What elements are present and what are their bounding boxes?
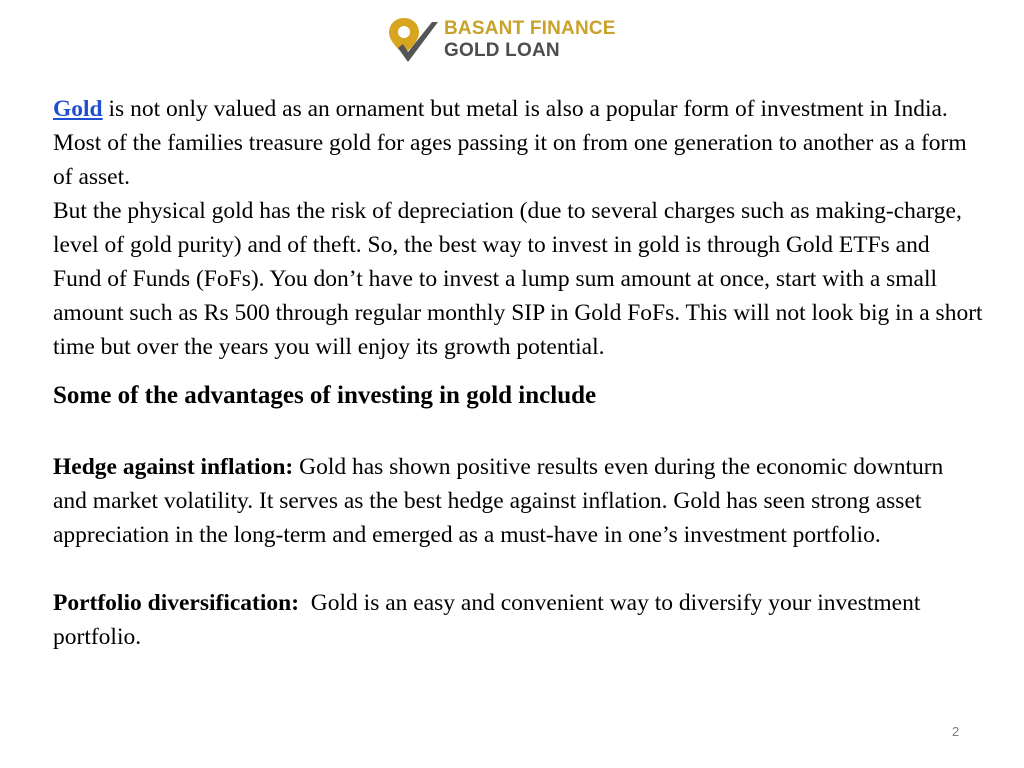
advantage-text: Gold has shown positive results even during the economic downturn and market volatility. It serves as the best hedge against inflation. Gold has seen strong asset appreciation in the long-term and emerged as a must-have in one’s investment portfolio.: [53, 454, 944, 548]
spacer: [53, 416, 983, 450]
advantage-text: Gold is an easy and convenient way to diversify your investment portfolio.: [53, 590, 927, 650]
section-heading: Some of the advantages of investing in gold include: [53, 382, 597, 409]
slide-content: [53, 92, 983, 654]
intro-text: is not only valued as an ornament but metal is also a popular form of investment in India. Most of the families treasure gold for ages passing it on from one generation to another as a form of asset.: [53, 96, 967, 190]
logo-text: [444, 18, 616, 62]
advantage-title: Portfolio diversification:: [53, 590, 300, 616]
second-paragraph: But the physical gold has the risk of depreciation (due to several charges such as making-charge, level of gold purity) and of theft. So, the best way to invest in gold is through Gold ETFs and Fund of Funds (FoFs). You don’t have to invest a lump sum amount at once, start with a small amount such as Rs 500 through regular monthly SIP in Gold FoFs. This will not look big in a short time but over the years you will enjoy its growth potential.: [53, 198, 983, 360]
spacer: [53, 552, 983, 586]
logo-title: BASANT FINANCE: [444, 18, 616, 39]
advantage-item: [53, 586, 983, 654]
logo-subtitle: GOLD LOAN: [444, 40, 560, 61]
advantage-item: [53, 450, 983, 552]
intro-paragraph: [53, 92, 983, 194]
basant-finance-logo-icon: [386, 14, 440, 66]
page-number: 2: [952, 724, 960, 739]
gold-link[interactable]: Gold: [53, 96, 103, 122]
brand-logo: [386, 14, 616, 66]
advantage-title: Hedge against inflation:: [53, 454, 294, 480]
